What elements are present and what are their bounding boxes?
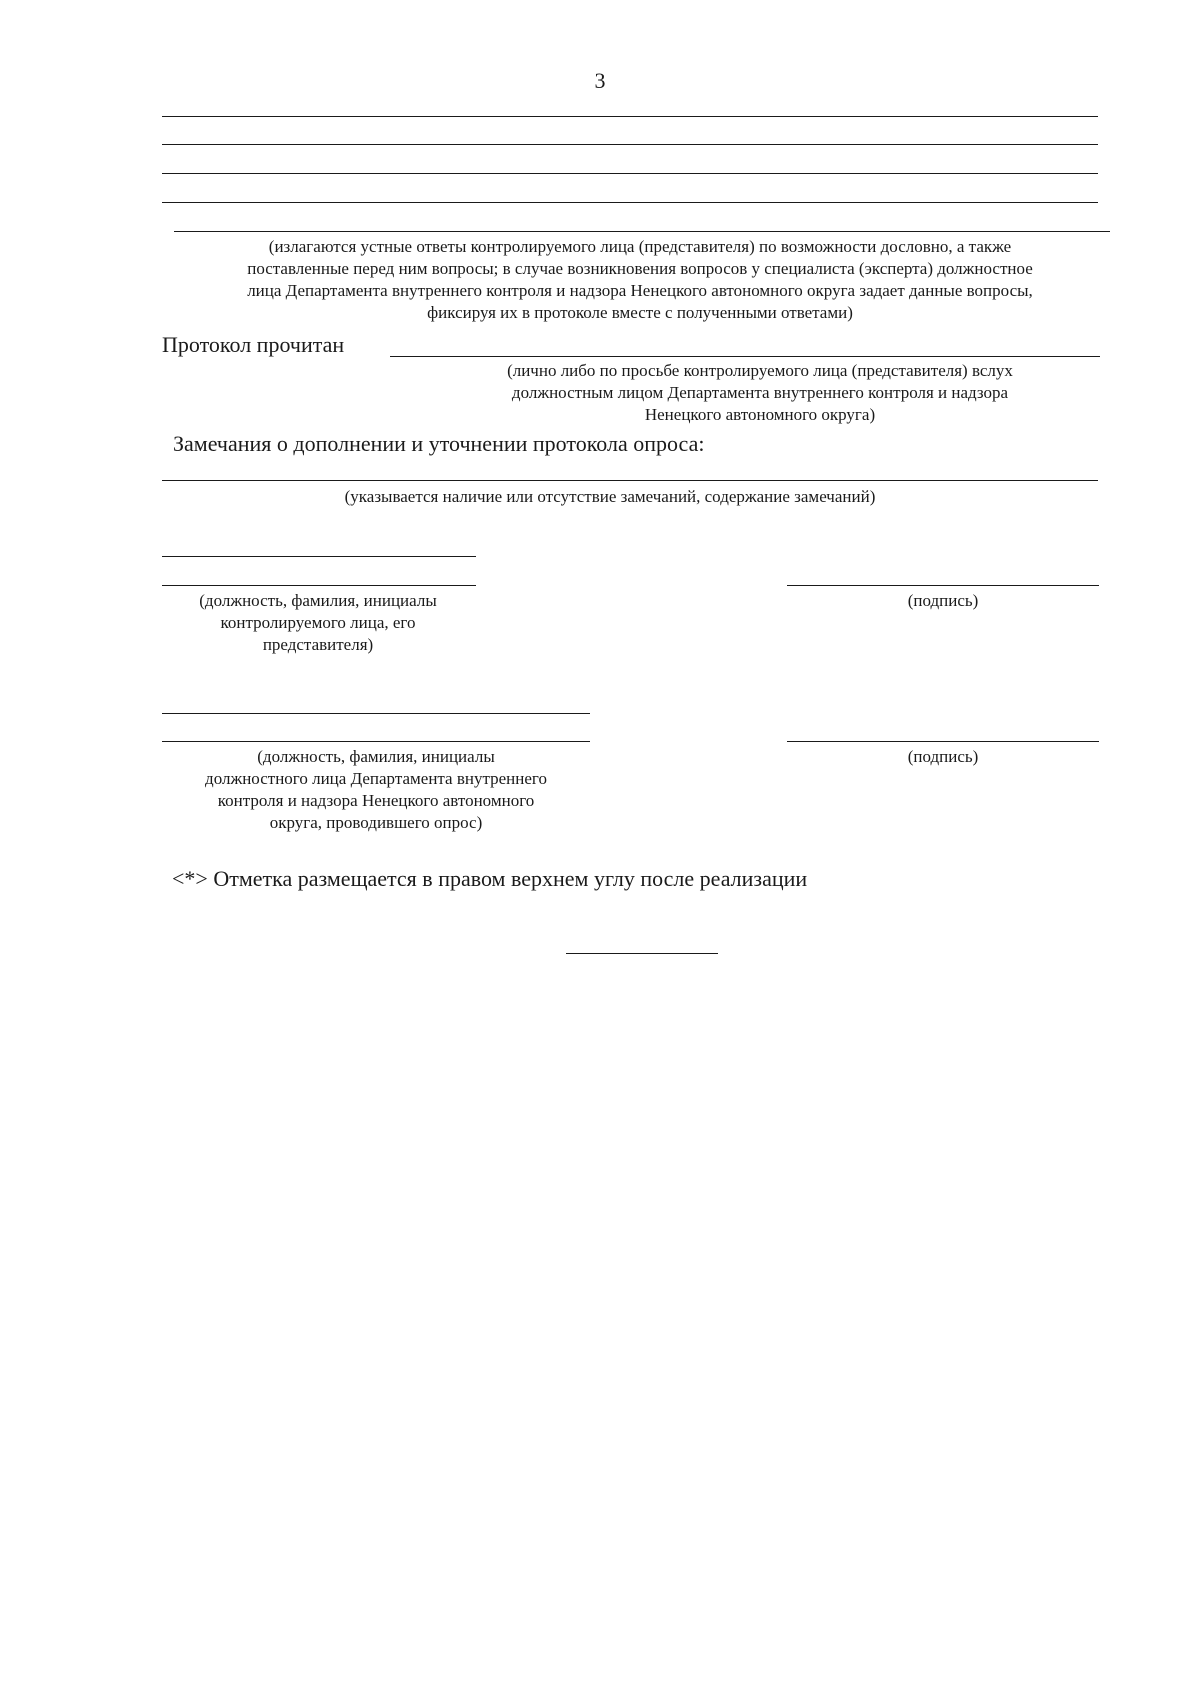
remarks-line (162, 480, 1098, 481)
protocol-read-caption (420, 360, 1100, 426)
signature-2-sign-caption: (подпись) (907, 747, 979, 766)
signature-2-name-line (162, 741, 590, 742)
signature-1-sign-caption: (подпись) (907, 591, 979, 610)
signature-2-name-caption-line-2: должностного лица Департамента внутреннего (205, 769, 547, 788)
answer-line-5 (174, 231, 1110, 232)
answers-caption-line-2: поставленные перед ним вопросы; в случае возникновения вопросов у специалиста (эксперта) должностное (247, 259, 1033, 278)
answers-caption-line-4: фиксируя их в протоколе вместе с полученными ответами) (427, 303, 853, 322)
signature-1-name-caption-line-3: представителя) (262, 635, 374, 654)
protocol-read-caption-line-3: Ненецкого автономного округа) (644, 405, 876, 424)
answer-line-3 (162, 173, 1098, 174)
signature-1-name-line-top (162, 556, 476, 557)
protocol-read-caption-line-1: (лично либо по просьбе контролируемого лица (представителя) вслух (507, 361, 1013, 380)
signature-1-name-caption-line-2: контролируемого лица, его (220, 613, 416, 632)
closing-rule (566, 953, 718, 954)
signature-1-name-caption (150, 590, 486, 656)
answers-caption (140, 236, 1140, 324)
signature-2-sign-line (787, 741, 1099, 742)
signature-1-sign-line (787, 585, 1099, 586)
protocol-read-label: Протокол прочитан (162, 332, 345, 357)
signature-2-name-line-top (162, 713, 590, 714)
footnote: <*> Отметка размещается в правом верхнем углу после реализации (172, 866, 808, 891)
answer-line-1 (162, 116, 1098, 117)
answers-caption-line-3: лица Департамента внутреннего контроля и надзора Ненецкого автономного округа задает данные вопросы, (247, 281, 1033, 300)
remarks-caption: (указывается наличие или отсутствие замечаний, содержание замечаний) (344, 487, 876, 506)
answer-line-2 (162, 144, 1098, 145)
protocol-read-caption-line-2: должностным лицом Департамента внутреннего контроля и надзора (511, 383, 1009, 402)
remarks-label: Замечания о дополнении и уточнении протокола опроса: (173, 431, 705, 456)
signature-2-name-caption-line-1: (должность, фамилия, инициалы (257, 747, 495, 766)
signature-2-name-caption-line-3: контроля и надзора Ненецкого автономного (217, 791, 535, 810)
answers-caption-line-1: (излагаются устные ответы контролируемого лица (представителя) по возможности дословно, а также (268, 237, 1012, 256)
signature-2-name-caption (150, 746, 602, 834)
answer-line-4 (162, 202, 1098, 203)
page-number: 3 (594, 68, 606, 93)
signature-2-name-caption-line-4: округа, проводившего опрос) (269, 813, 483, 832)
signature-1-name-line (162, 585, 476, 586)
signature-1-name-caption-line-1: (должность, фамилия, инициалы (199, 591, 437, 610)
protocol-read-line (390, 356, 1100, 357)
